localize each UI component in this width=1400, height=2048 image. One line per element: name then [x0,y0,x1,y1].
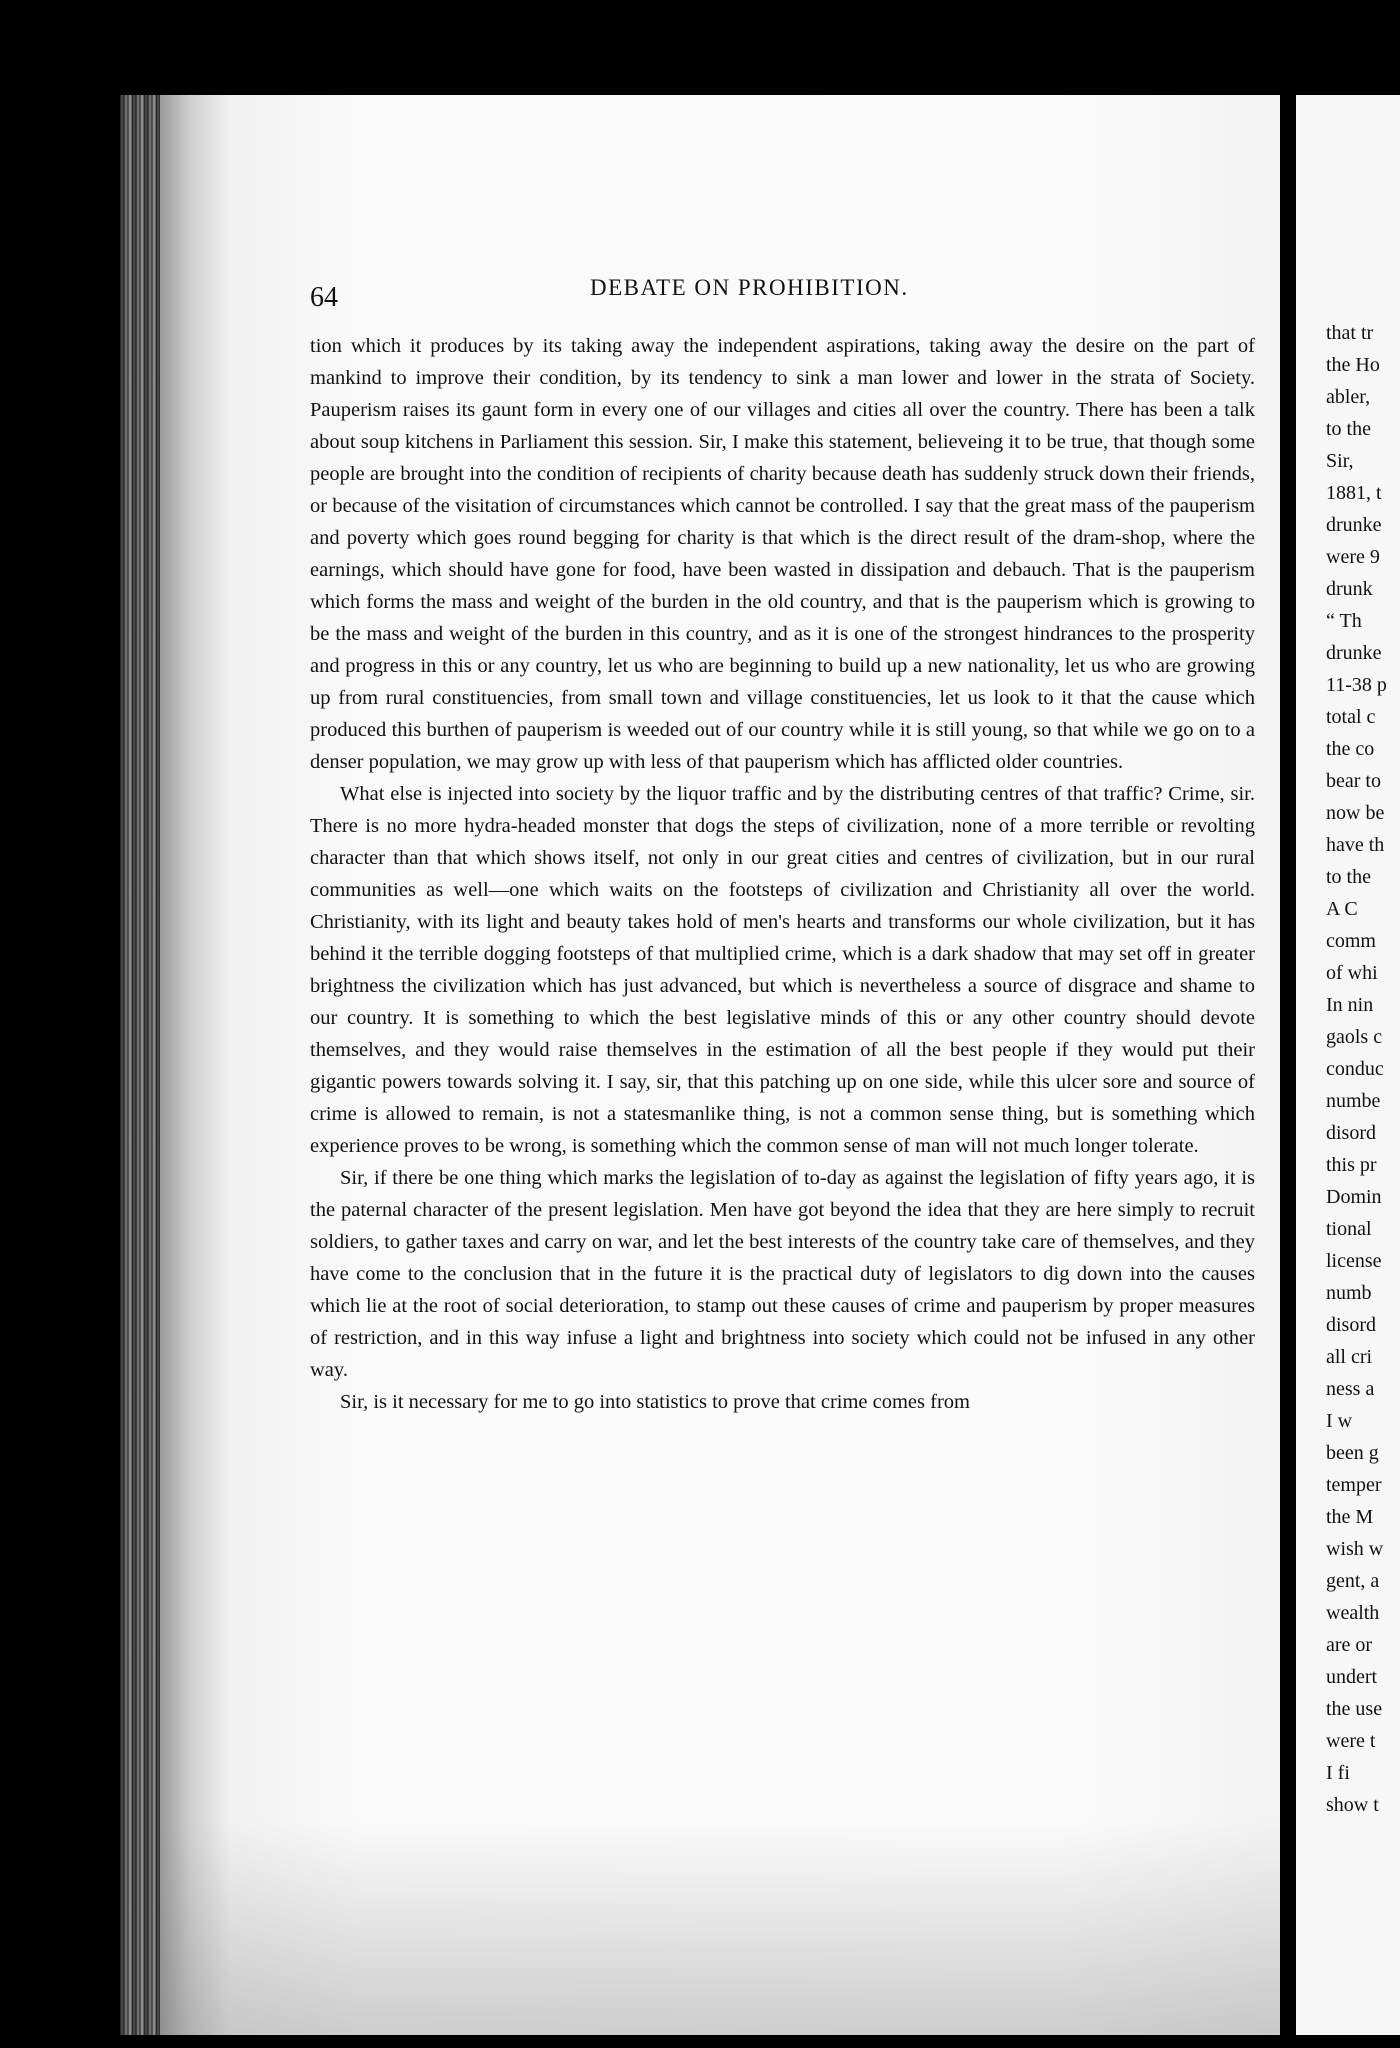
right-page-line: I fi [1326,1762,1350,1784]
paragraph: tion which it produces by its taking away the independent aspirations, taking away the desire on the part of mankind to improve their condition, by its tendency to sink a man lower and lower in the strata of Society. Pauperism raises its gaunt form in every one of our villages and cities all over the country. There has been a talk about soup kitchens in Parliament this session. Sir, I make this statement, believeing it to be true, that though some people are brought into the condition of recipients of charity because death has suddenly struck down their friends, or because of the visitation of circumstances which cannot be controlled. I say that the great mass of the pauperism and poverty which goes round begging for charity is that which is the direct result of the dram-shop, where the earnings, which should have gone for food, have been wasted in dissipation and debauch. That is the pauperism which forms the mass and weight of the burden in the old country, and that is the pauperism which is growing to be the mass and weight of the burden in this country, and as it is one of the strongest hindrances to the prosperity and progress in this or any country, let us who are beginning to build up a new nationality, let us who are growing up from rural constituencies, from small town and village constituencies, let us look to it that the cause which produced this burthen of pauperism is weeded out of our country while it is still young, so that while we go on to a denser population, we may grow up with less of that pauperism which has afflicted older countries. [310,335,1255,773]
right-page-line: tional [1326,1218,1372,1240]
right-page-line: gaols c [1326,1026,1383,1048]
page-shadow [160,1820,1280,2035]
right-page-line: A C [1326,898,1358,920]
scan-border-left [0,0,135,2048]
right-page-line: to the [1326,418,1371,440]
right-page-line: wealth [1326,1602,1380,1624]
right-page-line: to the [1326,866,1371,888]
right-page-line: drunke [1326,642,1382,664]
right-page-line: disord [1326,1314,1376,1336]
right-page-line: comm [1326,930,1376,952]
right-page-line: drunke [1326,514,1382,536]
right-page-line: show t [1326,1794,1379,1816]
right-page-line: abler, [1326,386,1371,408]
right-page-line: Domin [1326,1186,1382,1208]
right-page-line: are or [1326,1634,1373,1656]
right-page-line: ness a [1326,1378,1375,1400]
right-page-line: gent, a [1326,1570,1380,1592]
right-page-line: that tr [1326,322,1374,344]
book-gutter [1280,95,1296,2035]
right-page-line: bear to [1326,770,1381,792]
page-number: 64 [310,282,338,313]
right-page-line: “ Th [1326,610,1362,632]
right-page-line: have th [1326,834,1385,856]
right-page-line: temper [1326,1474,1382,1496]
right-page-line: all cri [1326,1346,1373,1368]
right-page-line: wish w [1326,1538,1384,1560]
right-page-line: 1881, t [1326,482,1382,504]
paragraph: Sir, if there be one thing which marks the legislation of to-day as against the legislation of fifty years ago, it is the paternal character of the present legislation. Men have got beyond the idea that they are here simply to recruit soldiers, to gather taxes and carry on war, and let the best interests of the country take care of themselves, and they have come to the conclusion that in the future it is the practical duty of legislators to dig down into the causes which lie at the root of social deterioration, to stamp out these causes of crime and pauperism by proper measures of restriction, and in this way infuse a light and brightness into society which could not be infused in any other way. [310,1167,1255,1381]
right-page-line: Sir, [1326,450,1354,472]
right-page-line: drunk [1326,578,1373,600]
right-page-line: the use [1326,1698,1383,1720]
right-page-line: the Ho [1326,354,1380,376]
right-page-line: In nin [1326,994,1374,1016]
right-page-line: now be [1326,802,1385,824]
right-page-lines [1326,317,1400,1821]
running-head: DEBATE ON PROHIBITION. [590,275,909,300]
right-page-line: were t [1326,1730,1376,1752]
right-page-line: total c [1326,706,1376,728]
right-page-line: numb [1326,1282,1372,1304]
right-page-line: conduc [1326,1058,1384,1080]
right-page-line: numbe [1326,1090,1381,1112]
right-page-line: been g [1326,1442,1379,1464]
right-page-line: this pr [1326,1154,1377,1176]
body-text [310,330,1255,1418]
right-page-line: were 9 [1326,546,1380,568]
right-page-line: undert [1326,1666,1378,1688]
right-page-line: of whi [1326,962,1378,984]
right-page-line: the co [1326,738,1375,760]
paragraph: Sir, is it necessary for me to go into statistics to prove that crime comes from [340,1391,970,1413]
right-page-line: I w [1326,1410,1353,1432]
right-page-line: the M [1326,1506,1374,1528]
paragraph: What else is injected into society by the liquor traffic and by the distributing centres of that traffic? Crime, sir. There is no more hydra-headed monster that dogs the steps of civilization, none of a more terrible or revolting character than that which shows itself, not only in our great cities and centres of civilization, but in our rural communities as well—one which waits on the footsteps of civilization and Christianity all over the world. Christianity, with its light and beauty takes hold of men's hearts and transforms our whole civilization, but it has behind it the terrible dogging footsteps of that multiplied crime, which is a dark shadow that may set off in greater brightness the civilization which has just advanced, but which is nevertheless a source of disgrace and shame to our country. It is something to which the best legislative minds of this or any other country should devote themselves, and they would raise themselves in the estimation of all the best people if they would put their gigantic powers towards solving it. I say, sir, that this patching up on one side, while this ulcer sore and source of crime is allowed to remain, is not a statesmanlike thing, is not a common sense thing, but is something which experience proves to be wrong, is something which the common sense of man will not much longer tolerate. [310,783,1255,1157]
right-page-line: license [1326,1250,1382,1272]
right-page-fragment [1296,95,1400,2035]
right-page-line: 11-38 p [1326,674,1387,696]
right-page-line: disord [1326,1122,1376,1144]
